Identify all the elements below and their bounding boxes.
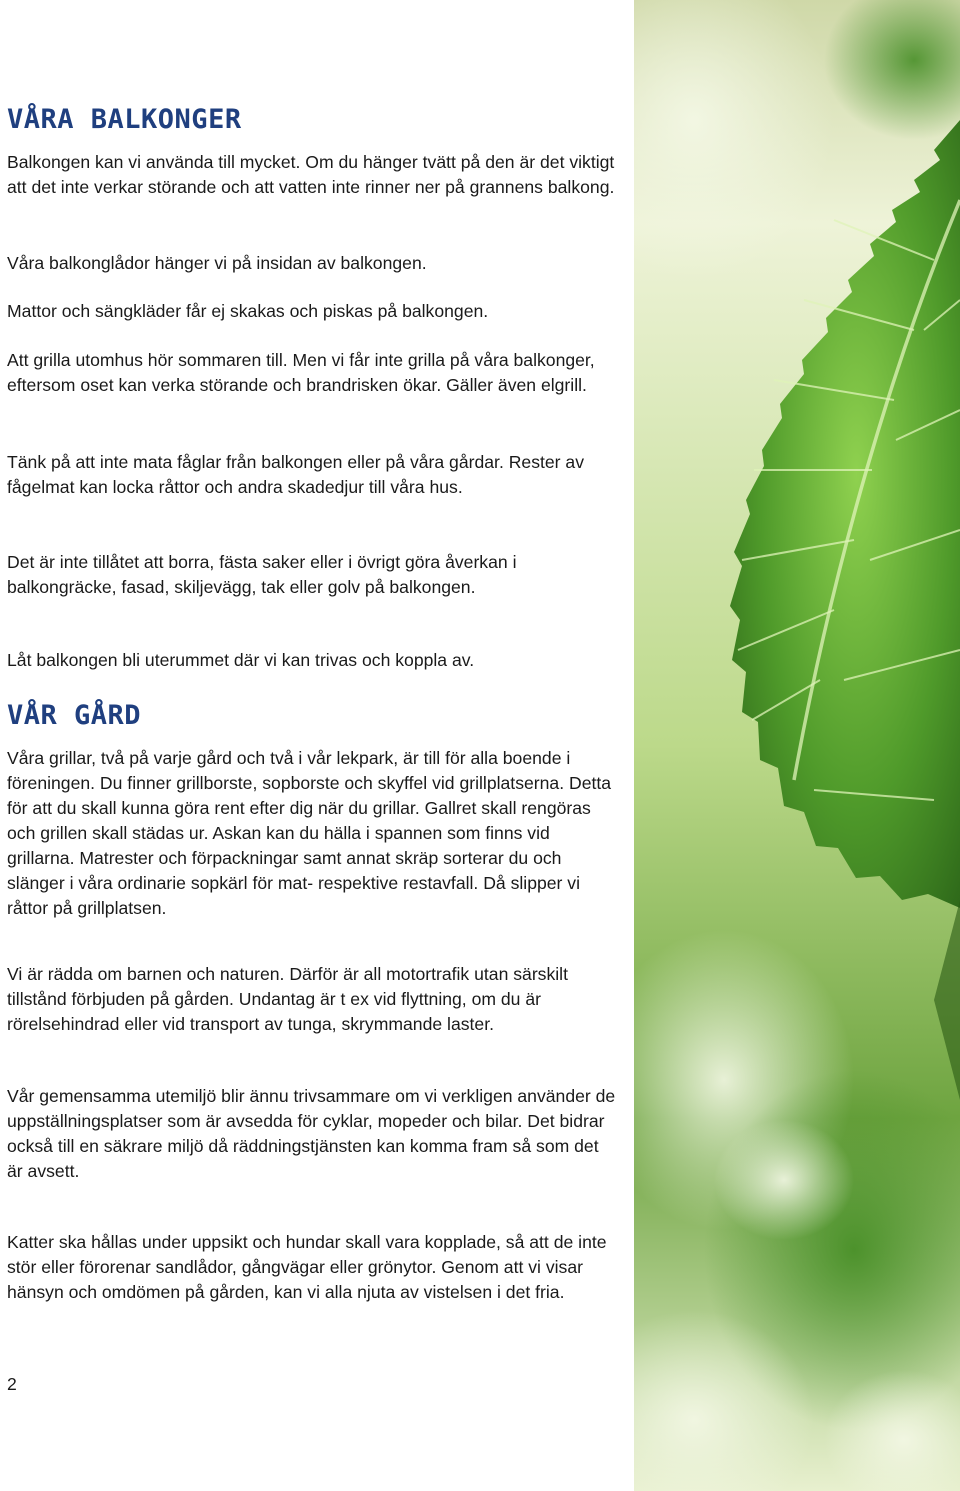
paragraph: Våra balkonglådor hänger vi på insidan av balkongen. — [7, 253, 427, 273]
paragraph: Låt balkongen bli uterummet där vi kan trivas och koppla av. — [7, 650, 475, 670]
paragraph: Vi är rädda om barnen och naturen. Därför är all motortrafik utan särskilt tillstånd förbjuden på gården. Undantag är t ex vid flyttning, om du är rörelsehindrad eller vid transport av tunga, skrymmande laster. — [7, 964, 568, 1034]
paragraph: Vår gemensamma utemiljö blir ännu trivsammare om vi verkligen använder de uppställningsplatser som är avsedda för cyklar, mopeder och bilar. Det bidrar också till en säkrare miljö då räddningstjänsten kan komma fram så som det är avsett. — [7, 1086, 616, 1181]
paragraph: Att grilla utomhus hör sommaren till. Men vi får inte grilla på våra balkonger, eftersom oset kan verka störande och brandrisken ökar. Gäller även elgrill. — [7, 350, 595, 395]
paragraph: Mattor och sängkläder får ej skakas och piskas på balkongen. — [7, 301, 489, 321]
leaf-photo — [634, 0, 960, 1491]
paragraph: Tänk på att inte mata fåglar från balkongen eller på våra gårdar. Rester av fågelmat kan locka råttor och andra skadedjur till våra hus. — [7, 452, 585, 497]
heading-balconies: VÅRA BALKONGER — [7, 104, 242, 135]
paragraph: Våra grillar, två på varje gård och två i vår lekpark, är till för alla boende i föreningen. Du finner grillborste, sopborste och skyffel vid grillplatserna. Detta för att du skall kunna göra rent efter dig när du grillar. Gallret skall rengöras och grillen skall städas ur. Askan kan du hälla i spannen som finns vid grillarna. Matrester och förpackningar samt annat skräp sorterar du och slänger i våra ordinarie sopkärl för mat- respektive restavfall. Då slipper vi råttor på grillplatsen. — [7, 748, 612, 918]
page-number: 2 — [7, 1374, 17, 1394]
paragraph: Katter ska hållas under uppsikt och hundar skall vara kopplade, så att de inte stör eller förorenar sandlådor, gångvägar eller grönytor. Genom att vi visar hänsyn och omdömen på gården, kan vi alla njuta av vistelsen i det fria. — [7, 1232, 607, 1302]
heading-yard: VÅR GÅRD — [7, 700, 142, 731]
paragraph: Det är inte tillåtet att borra, fästa saker eller i övrigt göra åverkan i balkongräcke, fasad, skiljevägg, tak eller golv på balkongen. — [7, 552, 517, 597]
paragraph: Balkongen kan vi använda till mycket. Om du hänger tvätt på den är det viktigt att det inte verkar störande och att vatten inte rinner ner på grannens balkong. — [7, 152, 615, 197]
